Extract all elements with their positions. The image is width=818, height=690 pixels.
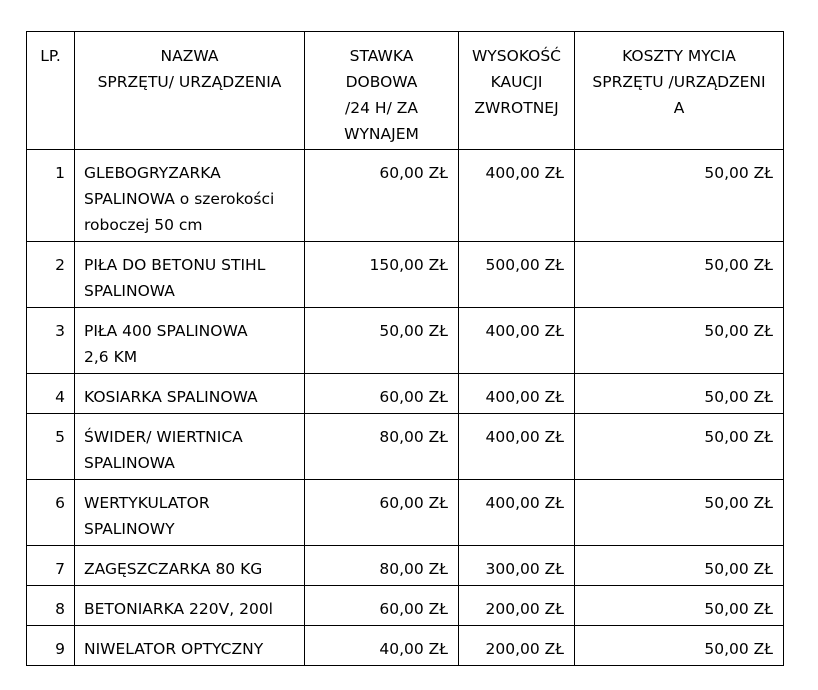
header-washing-cost bbox=[575, 32, 784, 150]
equipment-name-line: ZAGĘSZCZARKA 80 KG bbox=[84, 560, 263, 578]
daily-rate: 60,00 ZŁ bbox=[305, 586, 459, 626]
deposit-amount: 300,00 ZŁ bbox=[459, 546, 575, 586]
washing-cost: 50,00 ZŁ bbox=[575, 626, 784, 666]
washing-cost: 50,00 ZŁ bbox=[575, 586, 784, 626]
header-row bbox=[27, 32, 784, 150]
equipment-name bbox=[75, 308, 305, 374]
daily-rate: 60,00 ZŁ bbox=[305, 374, 459, 414]
row-number: 3 bbox=[27, 308, 75, 374]
washing-cost: 50,00 ZŁ bbox=[575, 546, 784, 586]
header-deposit bbox=[459, 32, 575, 150]
row-number: 9 bbox=[27, 626, 75, 666]
equipment-name-line: KOSIARKA SPALINOWA bbox=[84, 388, 258, 406]
equipment-name bbox=[75, 414, 305, 480]
row-number: 8 bbox=[27, 586, 75, 626]
row-number: 1 bbox=[27, 150, 75, 242]
row-number: 5 bbox=[27, 414, 75, 480]
equipment-name-line: WERTYKULATOR bbox=[84, 494, 210, 512]
header-wash-line: SPRZĘTU /URZĄDZENI bbox=[592, 73, 766, 91]
deposit-amount: 400,00 ZŁ bbox=[459, 150, 575, 242]
daily-rate: 40,00 ZŁ bbox=[305, 626, 459, 666]
table-row bbox=[27, 626, 784, 666]
header-rate-line: DOBOWA bbox=[345, 73, 418, 91]
washing-cost: 50,00 ZŁ bbox=[575, 242, 784, 308]
header-name-line: SPRZĘTU/ URZĄDZENIA bbox=[97, 73, 282, 91]
table-row bbox=[27, 150, 784, 242]
daily-rate: 50,00 ZŁ bbox=[305, 308, 459, 374]
deposit-amount: 400,00 ZŁ bbox=[459, 374, 575, 414]
deposit-amount: 400,00 ZŁ bbox=[459, 480, 575, 546]
equipment-name-line: SPALINOWA o szerokości bbox=[84, 190, 275, 208]
header-wash-line: KOSZTY MYCIA bbox=[622, 47, 736, 65]
table-body bbox=[27, 150, 784, 666]
header-rate-line: STAWKA bbox=[349, 47, 414, 65]
header-deposit-line: KAUCJI bbox=[490, 73, 543, 91]
rental-price-table bbox=[26, 31, 784, 666]
washing-cost: 50,00 ZŁ bbox=[575, 414, 784, 480]
header-wash-line: A bbox=[673, 99, 685, 117]
daily-rate: 80,00 ZŁ bbox=[305, 546, 459, 586]
equipment-name-line: NIWELATOR OPTYCZNY bbox=[84, 640, 264, 658]
row-number: 6 bbox=[27, 480, 75, 546]
daily-rate: 60,00 ZŁ bbox=[305, 150, 459, 242]
header-deposit-line: ZWROTNEJ bbox=[474, 99, 559, 117]
row-number: 7 bbox=[27, 546, 75, 586]
daily-rate: 60,00 ZŁ bbox=[305, 480, 459, 546]
header-lp: LP. bbox=[27, 32, 75, 150]
table-row bbox=[27, 308, 784, 374]
header-rate-line: WYNAJEM bbox=[344, 125, 419, 143]
equipment-name bbox=[75, 626, 305, 666]
table-row bbox=[27, 546, 784, 586]
equipment-name-line: roboczej 50 cm bbox=[84, 216, 203, 234]
deposit-amount: 400,00 ZŁ bbox=[459, 414, 575, 480]
equipment-name-line: SPALINOWA bbox=[84, 454, 175, 472]
equipment-name-line: BETONIARKA 220V, 200l bbox=[84, 600, 273, 618]
equipment-name-line: PIŁA 400 SPALINOWA bbox=[84, 322, 248, 340]
deposit-amount: 400,00 ZŁ bbox=[459, 308, 575, 374]
equipment-name-line: SPALINOWA bbox=[84, 282, 175, 300]
table-row bbox=[27, 480, 784, 546]
equipment-name bbox=[75, 374, 305, 414]
deposit-amount: 200,00 ZŁ bbox=[459, 626, 575, 666]
row-number: 4 bbox=[27, 374, 75, 414]
equipment-name-line: GLEBOGRYZARKA bbox=[84, 164, 221, 182]
equipment-name bbox=[75, 150, 305, 242]
washing-cost: 50,00 ZŁ bbox=[575, 374, 784, 414]
washing-cost: 50,00 ZŁ bbox=[575, 150, 784, 242]
daily-rate: 80,00 ZŁ bbox=[305, 414, 459, 480]
table-row bbox=[27, 242, 784, 308]
table-row bbox=[27, 414, 784, 480]
daily-rate: 150,00 ZŁ bbox=[305, 242, 459, 308]
deposit-amount: 200,00 ZŁ bbox=[459, 586, 575, 626]
deposit-amount: 500,00 ZŁ bbox=[459, 242, 575, 308]
equipment-name bbox=[75, 586, 305, 626]
row-number: 2 bbox=[27, 242, 75, 308]
equipment-name bbox=[75, 480, 305, 546]
header-name bbox=[75, 32, 305, 150]
equipment-name-line: SPALINOWY bbox=[84, 520, 175, 538]
equipment-name-line: ŚWIDER/ WIERTNICA bbox=[84, 428, 243, 446]
washing-cost: 50,00 ZŁ bbox=[575, 308, 784, 374]
header-daily-rate bbox=[305, 32, 459, 150]
header-name-line: NAZWA bbox=[160, 47, 219, 65]
header-deposit-line: WYSOKOŚĆ bbox=[471, 47, 561, 65]
equipment-name bbox=[75, 546, 305, 586]
table-row bbox=[27, 374, 784, 414]
equipment-name-line: 2,6 KM bbox=[84, 348, 138, 366]
washing-cost: 50,00 ZŁ bbox=[575, 480, 784, 546]
equipment-name-line: PIŁA DO BETONU STIHL bbox=[84, 256, 266, 274]
table-row bbox=[27, 586, 784, 626]
header-rate-line: /24 H/ ZA bbox=[345, 99, 418, 117]
equipment-name bbox=[75, 242, 305, 308]
